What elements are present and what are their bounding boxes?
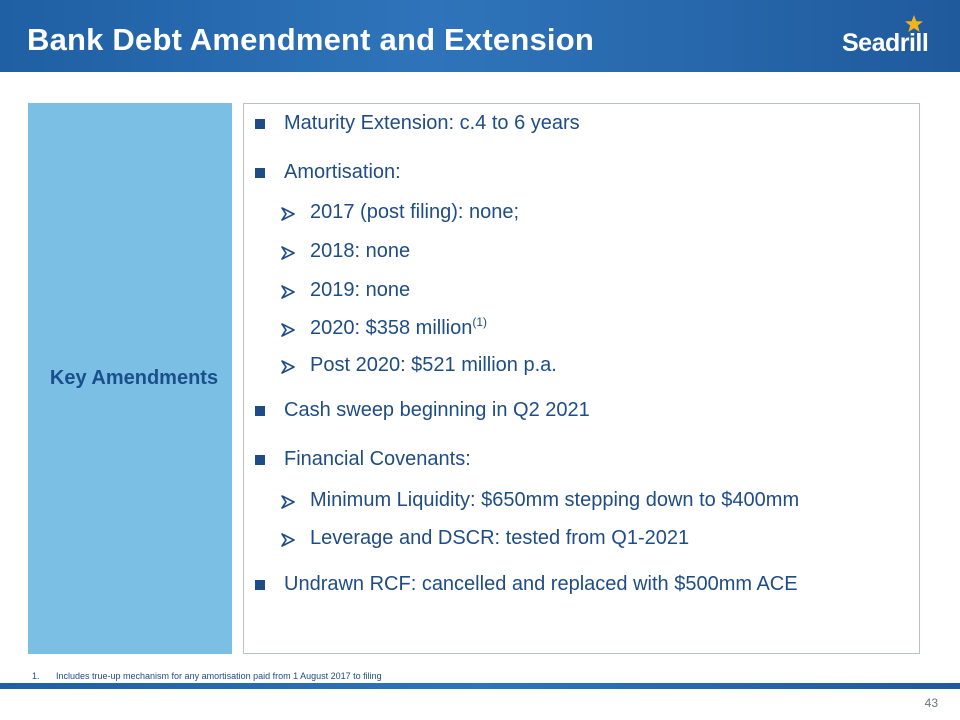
logo-text: Seadrill [842,29,929,57]
page-title: Bank Debt Amendment and Extension [27,22,594,57]
key-amendments-panel [28,103,232,654]
arrow-bullet-icon [281,207,295,221]
amortisation-item [310,317,487,340]
star-icon [904,14,924,34]
arrow-bullet-icon [281,285,295,299]
undrawn-rcf-text: Undrawn RCF: cancelled and replaced with $500mm ACE [284,573,798,595]
arrow-bullet-icon [281,323,295,337]
amortisation-item: 2018: none [310,240,411,262]
arrow-bullet-icon [281,246,295,260]
maturity-extension-text: Maturity Extension: c.4 to 6 years [284,112,580,134]
arrow-bullet-icon [281,495,295,509]
footnote-number: 1. [32,671,40,681]
square-bullet-icon [255,168,265,178]
amortisation-item: 2017 (post filing): none; [310,201,520,223]
financial-covenants-heading: Financial Covenants: [284,448,471,470]
square-bullet-icon [255,455,265,465]
amortisation-2020-text: 2020: $358 million [310,317,473,339]
arrow-bullet-icon [281,360,295,374]
seadrill-logo [840,14,940,58]
square-bullet-icon [255,119,265,129]
footer-bar [0,683,960,689]
key-amendments-label: Key Amendments [49,367,219,389]
covenant-item: Leverage and DSCR: tested from Q1-2021 [310,527,690,549]
footnote-text: Includes true-up mechanism for any amortisation paid from 1 August 2017 to filing [56,671,382,681]
square-bullet-icon [255,580,265,590]
footnote-reference: (1) [472,315,488,329]
covenant-item: Minimum Liquidity: $650mm stepping down to $400mm [310,489,800,511]
amortisation-item: Post 2020: $521 million p.a. [310,354,557,376]
amortisation-heading: Amortisation: [284,161,401,183]
square-bullet-icon [255,406,265,416]
page-number: 43 [924,696,938,710]
amortisation-item: 2019: none [310,279,411,301]
header-bar [0,0,960,72]
amendments-content-panel [243,103,920,654]
arrow-bullet-icon [281,533,295,547]
cash-sweep-text: Cash sweep beginning in Q2 2021 [284,399,590,421]
